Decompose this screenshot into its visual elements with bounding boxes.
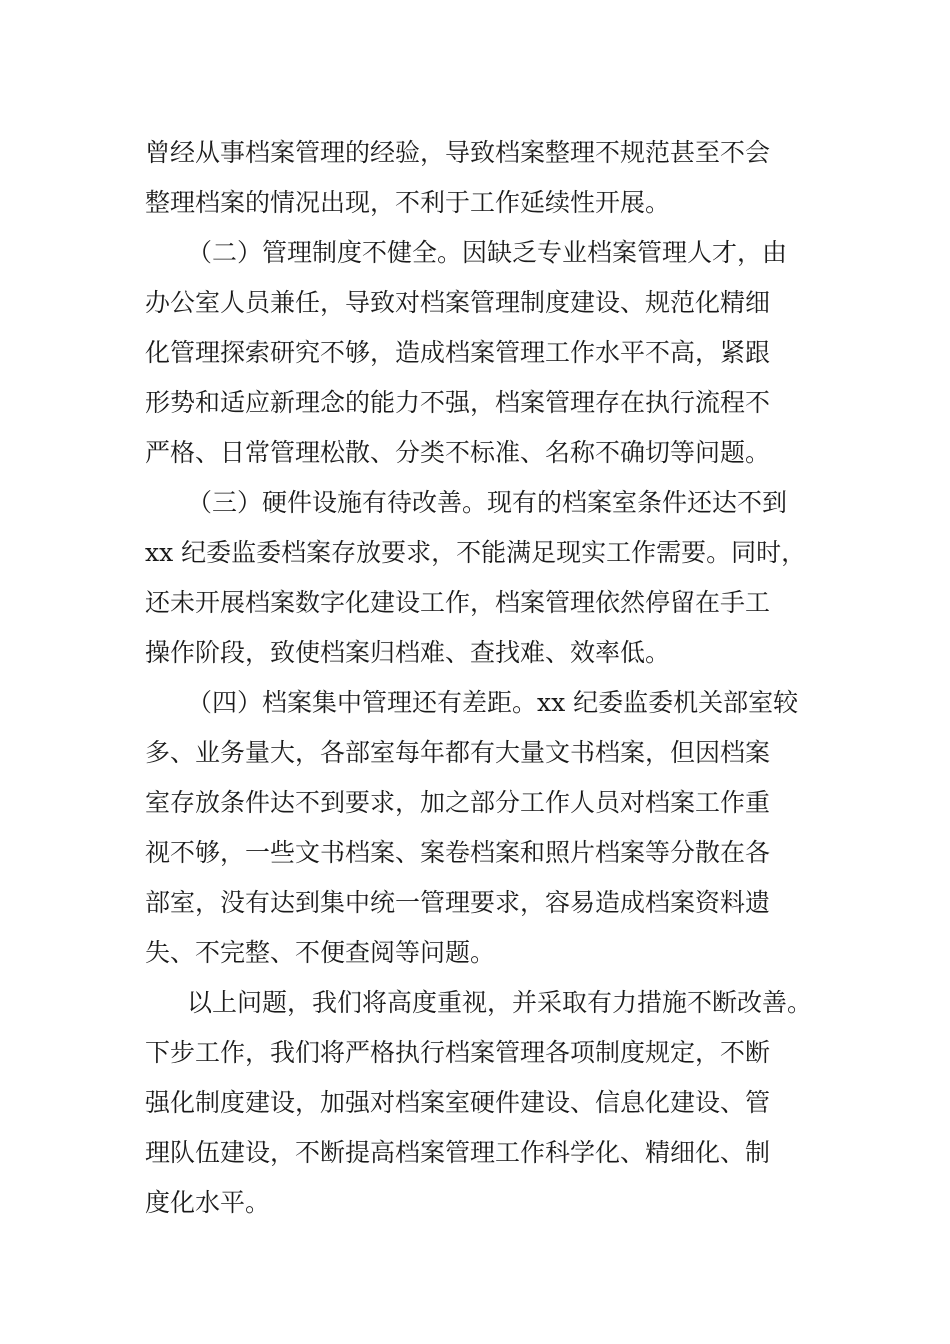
text-line: 还未开展档案数字化建设工作，档案管理依然停留在手工 xyxy=(145,588,771,617)
document-body xyxy=(145,128,825,1228)
text-line: 形势和适应新理念的能力不强，档案管理存在执行流程不 xyxy=(145,388,771,417)
text-line: 操作阶段，致使档案归档难、查找难、效率低。 xyxy=(145,638,671,667)
text-line: 视不够，一些文书档案、案卷档案和照片档案等分散在各 xyxy=(145,838,771,867)
section-heading-line: （三）硬件设施有待改善。现有的档案室条件还达不到 xyxy=(187,488,788,517)
text-line: 化管理探索研究不够，造成档案管理工作水平不高，紧跟 xyxy=(145,338,771,367)
section-heading-line: （四）档案集中管理还有差距。xx 纪委监委机关部室较 xyxy=(187,688,799,717)
text-line: 严格、日常管理松散、分类不标准、名称不确切等问题。 xyxy=(145,438,771,467)
text-line: 失、不完整、不便查阅等问题。 xyxy=(145,938,496,967)
conclusion-line: 以上问题，我们将高度重视，并采取有力措施不断改善。 xyxy=(187,988,813,1017)
text-line: 理队伍建设，不断提高档案管理工作科学化、精细化、制 xyxy=(145,1138,771,1167)
text-line: 强化制度建设，加强对档案室硬件建设、信息化建设、管 xyxy=(145,1088,771,1117)
text-line: 室存放条件达不到要求，加之部分工作人员对档案工作重 xyxy=(145,788,771,817)
text-line: 度化水平。 xyxy=(145,1188,271,1217)
text-line: 多、业务量大，各部室每年都有大量文书档案，但因档案 xyxy=(145,738,771,767)
text-line: 整理档案的情况出现，不利于工作延续性开展。 xyxy=(145,188,671,217)
text-line: 部室，没有达到集中统一管理要求，容易造成档案资料遗 xyxy=(145,888,771,917)
text-line: 办公室人员兼任，导致对档案管理制度建设、规范化精细 xyxy=(145,288,771,317)
text-line: 曾经从事档案管理的经验，导致档案整理不规范甚至不会 xyxy=(145,138,771,167)
text-line: xx 纪委监委档案存放要求，不能满足现实工作需要。同时， xyxy=(145,538,807,567)
section-heading-line: （二）管理制度不健全。因缺乏专业档案管理人才，由 xyxy=(187,238,788,267)
text-line: 下步工作，我们将严格执行档案管理各项制度规定，不断 xyxy=(145,1038,771,1067)
